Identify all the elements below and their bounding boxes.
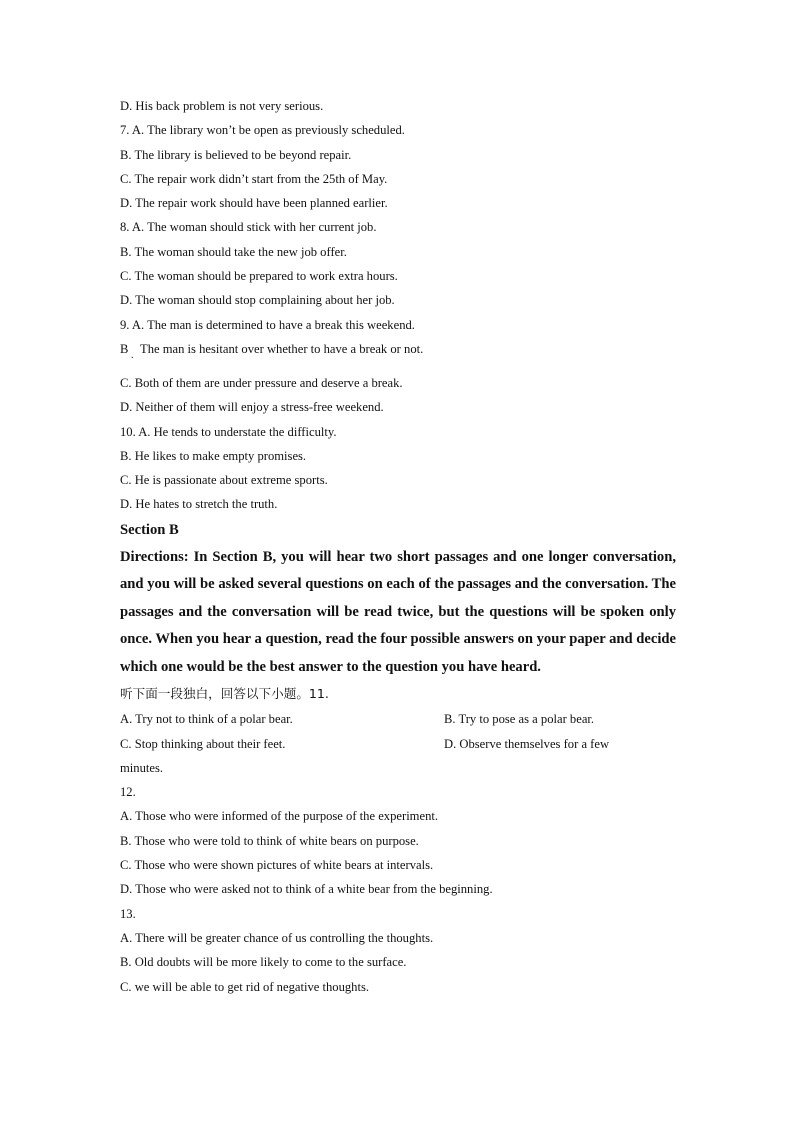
exam-page	[120, 94, 676, 999]
q7-option-a: 7. A. The library won’t be open as previously scheduled.	[120, 123, 405, 138]
q11-row-2	[120, 732, 676, 756]
q10-option-a: 10. A. He tends to understate the difficulty.	[120, 424, 337, 439]
q9-option-b	[120, 337, 676, 371]
q8-option-a: 8. A. The woman should stick with her current job.	[120, 220, 377, 235]
section-directions: Directions: In Section B, you will hear two short passages and one longer conversation, and you will be asked several questions on each of the passages and the conversation. The passages and the conversation will be read twice, but the questions will be spoken only once. When you hear a question, read the four possible answers on your paper and decide which one would be the best answer to the question you have heard.	[120, 548, 676, 675]
q8-option-b: B. The woman should take the new job offer.	[120, 244, 347, 259]
q12-option-d: D. Those who were asked not to think of a white bear from the beginning.	[120, 882, 493, 897]
q9-option-d: D. Neither of them will enjoy a stress-free weekend.	[120, 400, 384, 415]
q13-option-b: B. Old doubts will be more likely to come to the surface.	[120, 955, 407, 970]
q10-option-c: C. He is passionate about extreme sports.	[120, 473, 328, 488]
section-title: Section B	[120, 521, 179, 538]
q10-option-b: B. He likes to make empty promises.	[120, 448, 307, 463]
q11-option-d: D. Observe themselves for a few	[444, 736, 610, 751]
q11-option-d-continued: minutes.	[120, 760, 164, 775]
q7-option-d: D. The repair work should have been planned earlier.	[120, 196, 388, 211]
q9-option-b-label: B	[120, 341, 129, 356]
q7-option-b: B. The library is believed to be beyond repair.	[120, 147, 352, 162]
q12-number: 12.	[120, 785, 136, 800]
q11-row-1	[120, 707, 676, 731]
q12-option-b: B. Those who were told to think of white bears on purpose.	[120, 833, 419, 848]
q12-option-c: C. Those who were shown pictures of white bears at intervals.	[120, 858, 434, 873]
q6-option-d: D. His back problem is not very serious.	[120, 99, 324, 113]
q13-option-a: A. There will be greater chance of us controlling the thoughts.	[120, 930, 434, 945]
q11-option-c: C. Stop thinking about their feet.	[120, 736, 286, 751]
q9-option-b-text: The man is hesitant over whether to have a break or not.	[140, 341, 424, 356]
q11-option-b: B. Try to pose as a polar bear.	[444, 712, 595, 727]
q9-option-b-dot: .	[131, 349, 134, 361]
q9-option-c: C. Both of them are under pressure and deserve a break.	[120, 375, 403, 390]
q13-option-c: C. we will be able to get rid of negative thoughts.	[120, 979, 370, 994]
q7-option-c: C. The repair work didn’t start from the 25th of May.	[120, 171, 388, 186]
q11-option-a: A. Try not to think of a polar bear.	[120, 712, 293, 727]
q12-option-a: A. Those who were informed of the purpose of the experiment.	[120, 809, 439, 824]
q10-option-d: D. He hates to stretch the truth.	[120, 497, 278, 512]
q8-option-d: D. The woman should stop complaining about her job.	[120, 293, 395, 308]
monologue-intro: 听下面一段独白，回答以下小题。11.	[120, 686, 329, 702]
q9-option-a: 9. A. The man is determined to have a break this weekend.	[120, 317, 415, 332]
q13-number: 13.	[120, 906, 136, 921]
q8-option-c: C. The woman should be prepared to work extra hours.	[120, 269, 398, 284]
